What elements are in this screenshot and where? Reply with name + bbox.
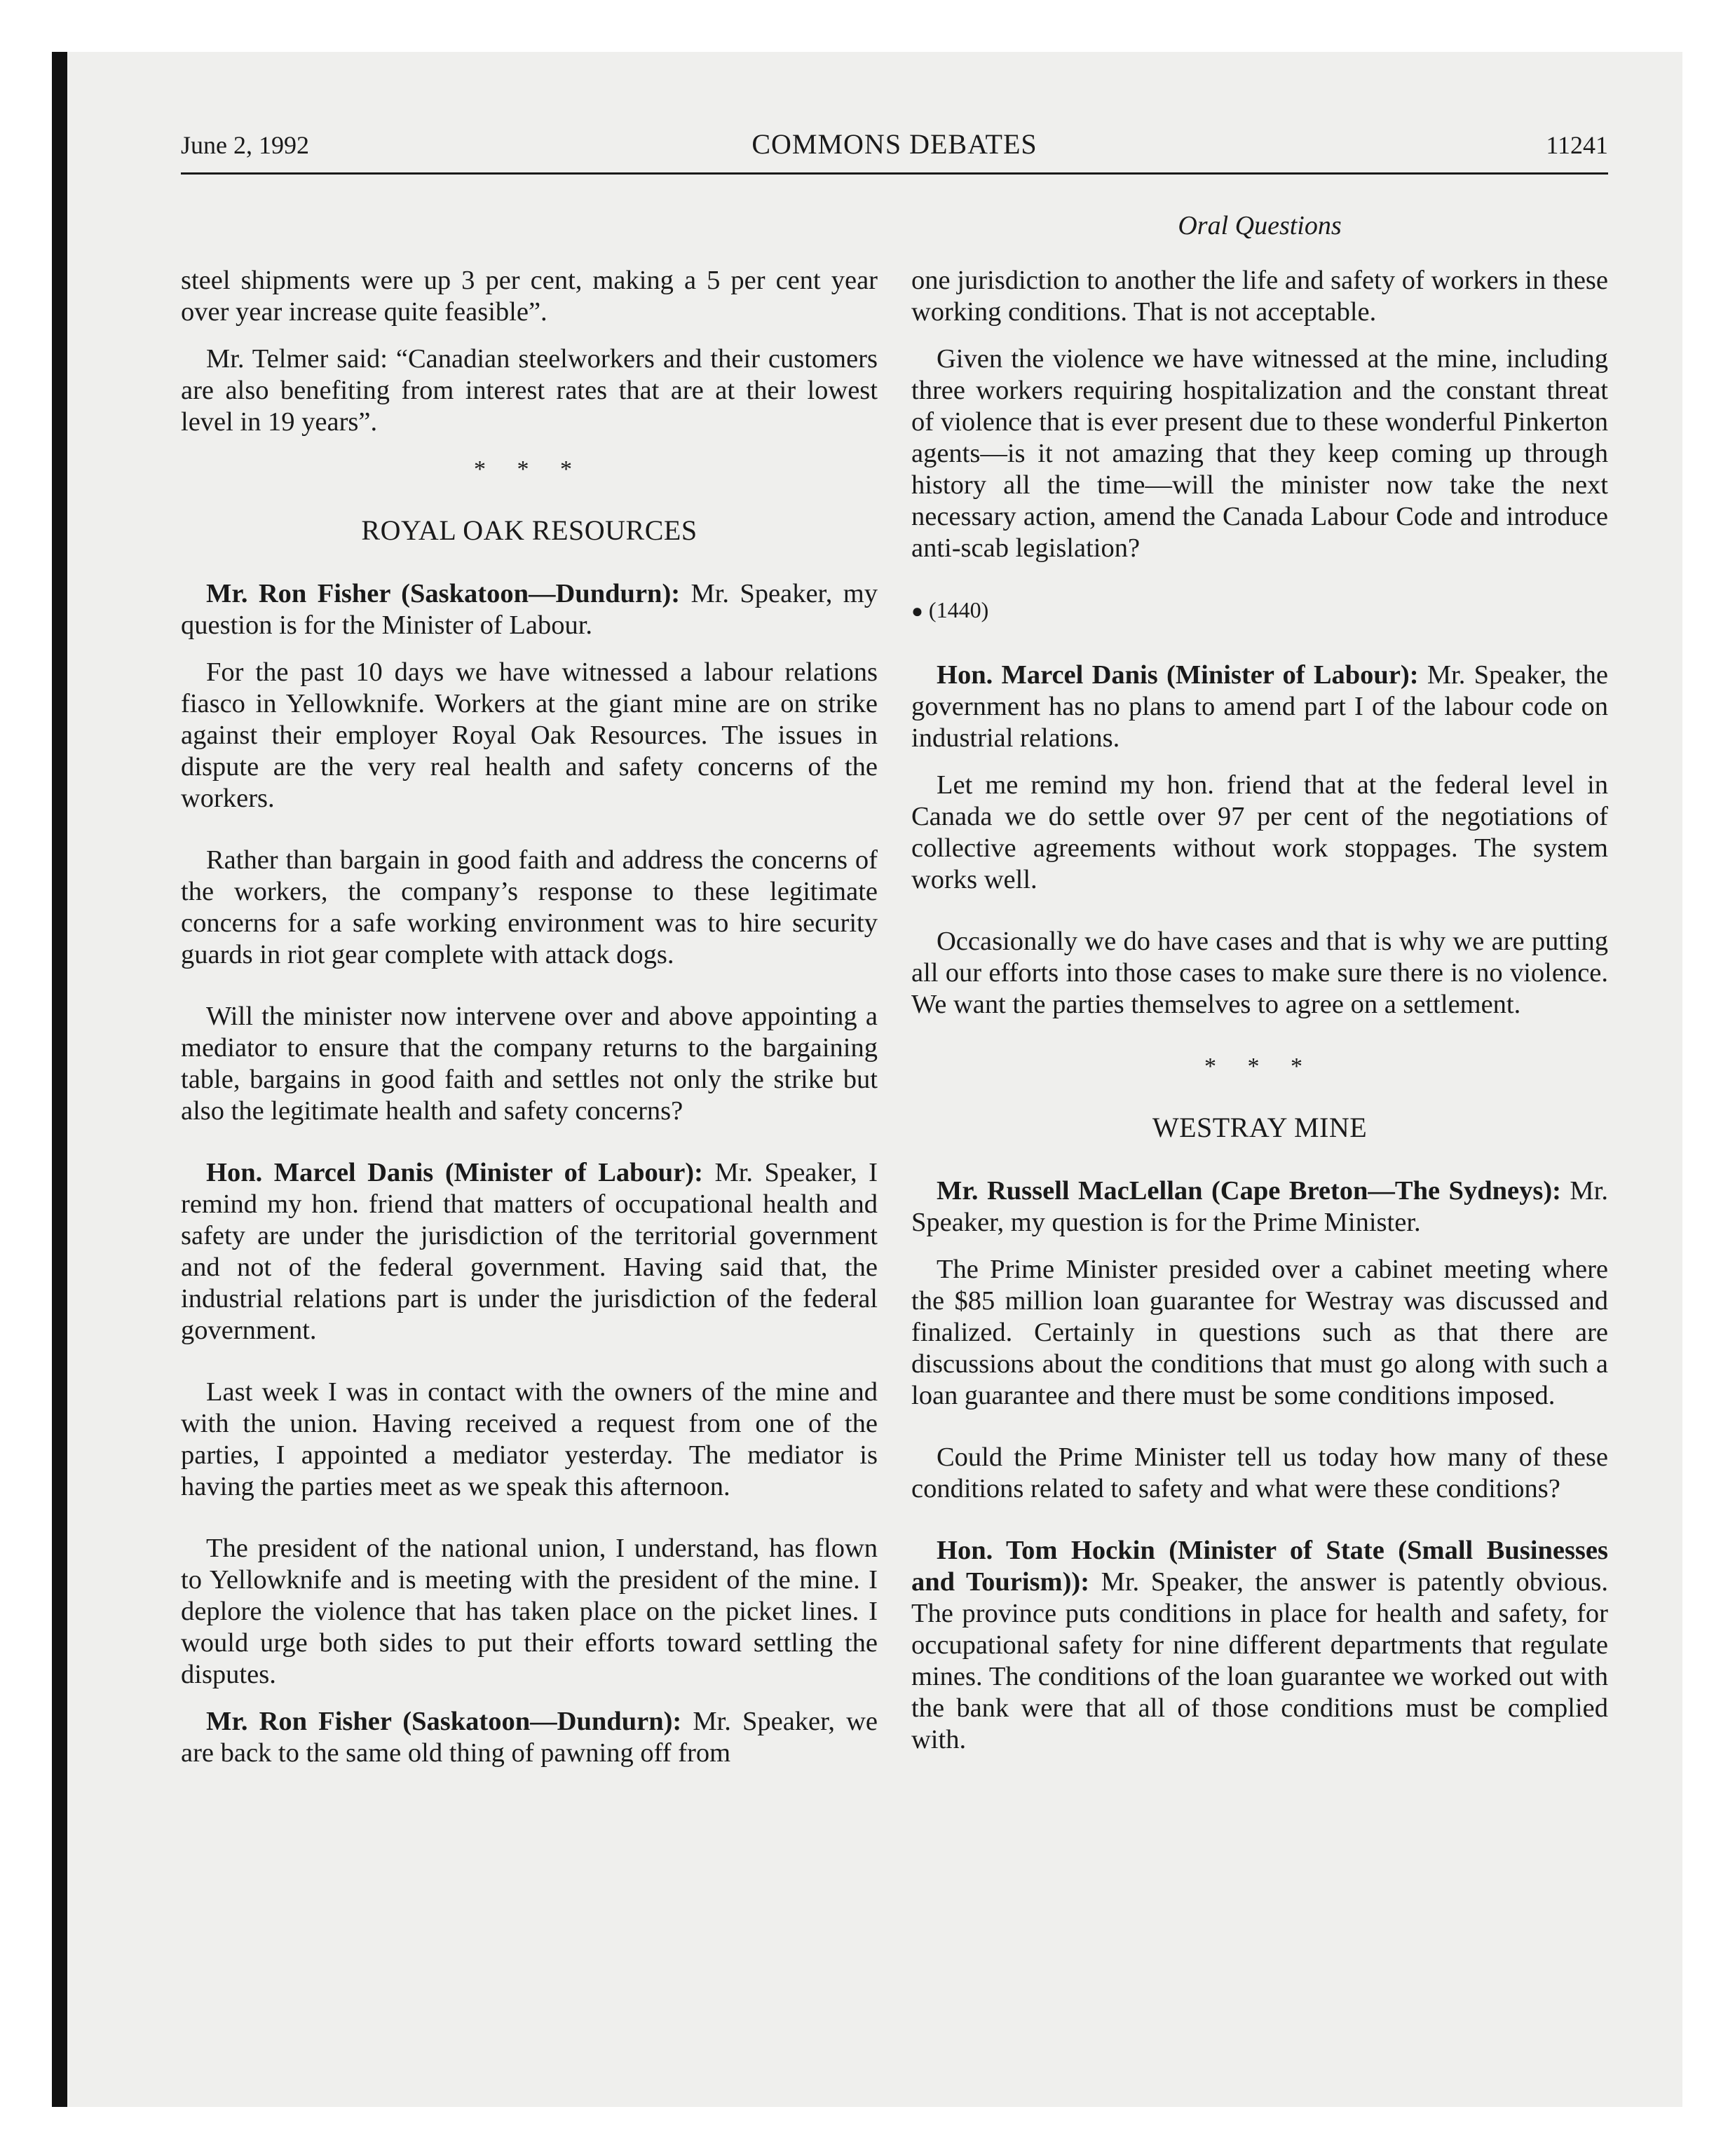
speaker-name: Mr. Ron Fisher (Saskatoon—Dundurn): (206, 1707, 682, 1736)
section-divider: * * * (1204, 1053, 1315, 1079)
header-title: COMMONS DEBATES (751, 128, 1037, 160)
paragraph: Rather than bargain in good faith and address the concerns of the workers, the company’s response to these legitimate concerns for a safe working environment was to hire security guards in riot gear complete with attack dogs. (181, 845, 878, 969)
section-heading: WESTRAY MINE (1152, 1112, 1368, 1143)
bullet-icon: ● (911, 601, 923, 622)
speaker-name: Hon. Tom Hockin (Minister of State (Small Businesses and Tourism)): (911, 1536, 1608, 1597)
paragraph: Mr. Telmer said: “Canadian steelworkers and their customers are also benefiting from interest rates that are at their lowest level in 19 years”. (181, 344, 878, 437)
paragraph: one jurisdiction to another the life and safety of workers in these working conditions. That is not acceptable. (911, 266, 1608, 327)
header-rule (181, 172, 1608, 175)
paragraph (181, 1157, 878, 1346)
speech-text: Mr. Speaker, I remind my hon. friend that matters of occupational health and safety are under the jurisdiction of the territorial government and not of the federal government. Having said that, the industrial relations part is under the jurisdiction of the federal government. (181, 1158, 878, 1345)
paragraph (911, 660, 1608, 754)
paragraph: For the past 10 days we have witnessed a labour relations fiasco in Yellowknife. Workers at the giant mine are on strike against their employer Royal Oak Resources. The issues in dispute are the very real health and safety concerns of the workers. (181, 657, 878, 813)
speech-text: Mr. Speaker, the answer is patently obvious. The province puts conditions in place for health and safety, for occupational safety for nine different departments that regulate mines. The conditions of the loan guarantee we worked out with the bank were that all of those conditions must be complied with. (911, 1567, 1608, 1754)
speech-text: Mr. Speaker, we are back to the same old thing of pawning off from (181, 1707, 878, 1768)
paragraph: Given the violence we have witnessed at the mine, including three workers requiring hospitalization and the constant threat of violence that is ever present due to these wonderful Pinkerton agents—is it not amazing that they keep coming up through history all the time—will the minister now take the next necessary action, amend the Canada Labour Code and introduce anti-scab legislation? (911, 344, 1608, 563)
speech-text: Mr. Speaker, my question is for the Minister of Labour. (181, 579, 878, 640)
time-marker-text: (1440) (928, 597, 989, 622)
paragraph (181, 1706, 878, 1769)
paragraph: Will the minister now intervene over and above appointing a mediator to ensure that the company returns to the bargaining table, bargains in good faith and settles not only the strike but also the legitimate health and safety concerns? (181, 1002, 878, 1126)
paragraph (911, 1535, 1608, 1756)
paragraph: Last week I was in contact with the owners of the mine and with the union. Having received a request from one of the parties, I appointed a mediator yesterday. The mediator is having the parties meet as we speak this afternoon. (181, 1377, 878, 1501)
paragraph (911, 1175, 1608, 1239)
paragraph: Could the Prime Minister tell us today how many of these conditions related to safety and what were these conditions? (911, 1442, 1608, 1503)
header-date: June 2, 1992 (181, 131, 309, 159)
speech-text: Mr. Speaker, the government has no plans to amend part I of the labour code on industrial relations. (911, 660, 1608, 753)
paragraph: The president of the national union, I understand, has flown to Yellowknife and is meeting with the president of the mine. I deplore the violence that has taken place on the picket lines. I would urge both sides to put their efforts toward settling the disputes. (181, 1534, 878, 1689)
section-heading: ROYAL OAK RESOURCES (361, 514, 698, 546)
right-column (911, 265, 1608, 1786)
speaker-name: Mr. Ron Fisher (Saskatoon—Dundurn): (206, 579, 681, 608)
speaker-name: Hon. Marcel Danis (Minister of Labour): (206, 1158, 703, 1187)
speaker-name: Mr. Russell MacLellan (Cape Breton—The Sydneys): (937, 1176, 1561, 1206)
left-column (181, 265, 878, 1799)
paragraph: Let me remind my hon. friend that at the federal level in Canada we do settle over 97 per cent of the negotiations of collective agreements without work stoppages. The system works well. (911, 770, 1608, 894)
paragraph: steel shipments were up 3 per cent, making a 5 per cent year over year increase quite feasible”. (181, 266, 878, 327)
scan-border (52, 52, 67, 2107)
speaker-name: Hon. Marcel Danis (Minister of Labour): (937, 660, 1419, 690)
header-page-number: 11241 (1546, 131, 1608, 159)
paragraph (181, 578, 878, 641)
section-divider: * * * (474, 456, 585, 482)
running-header (181, 130, 1608, 172)
paragraph: Occasionally we do have cases and that is why we are putting all our efforts into those cases to make sure there is no violence. We want the parties themselves to agree on a settlement. (911, 927, 1608, 1019)
speech-text: Mr. Speaker, my question is for the Prime Minister. (911, 1176, 1608, 1237)
time-marker (911, 594, 1608, 627)
paragraph: The Prime Minister presided over a cabinet meeting where the $85 million loan guarantee for Westray was discussed and finalized. Certainly in questions such as that there are discussions about the conditions that must go along with such a loan guarantee and there must be some conditions imposed. (911, 1255, 1608, 1410)
section-label: Oral Questions (1178, 211, 1342, 240)
